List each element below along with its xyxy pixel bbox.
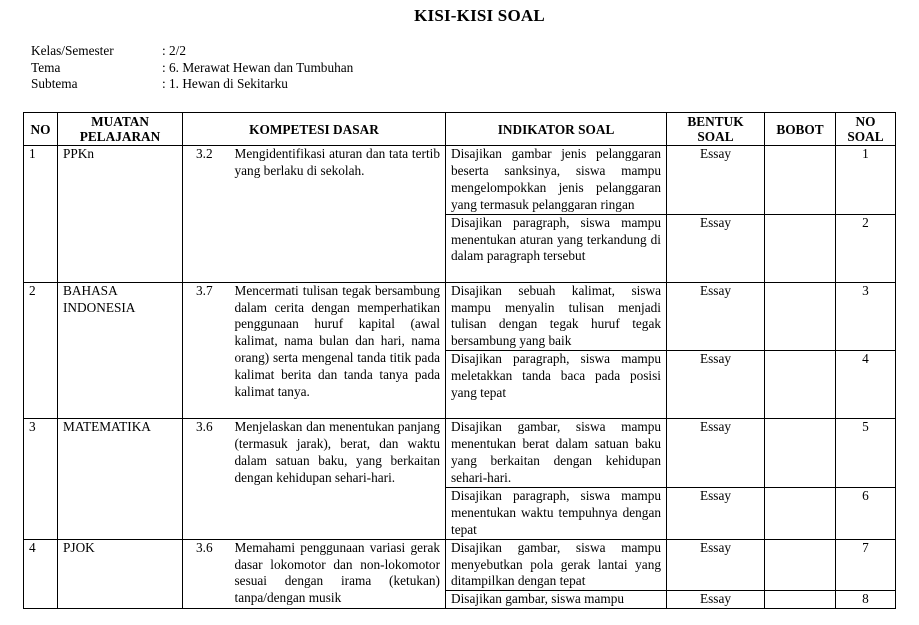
row-bobot [765, 487, 836, 539]
meta-label: Tema [31, 59, 61, 75]
meta-row-subtema [31, 76, 353, 93]
row-no: 1 [24, 146, 58, 283]
row-indikator: Disajikan gambar, siswa mampu menentukan berat dalam satuan baku yang berkaitan dengan kehidupan sehari-hari. [446, 419, 667, 488]
header-muatan: MUATAN PELAJARAN [58, 113, 183, 146]
row-no: 3 [24, 419, 58, 539]
document-title: KISI-KISI SOAL [414, 6, 545, 25]
row-kd-number: 3.2 [183, 146, 229, 283]
row-no-soal: 3 [836, 282, 896, 351]
row-indikator: Disajikan gambar, siswa mampu menyebutkan pola gerak lantai yang ditampilkan dengan tepat [446, 539, 667, 591]
meta-label: Subtema [31, 76, 78, 91]
row-no-soal: 2 [836, 214, 896, 282]
row-indikator: Disajikan gambar jenis pelanggaran beserta sanksinya, siswa mampu mengelompokkan jenis pelanggaran yang termasuk pelanggaran ringan [446, 146, 667, 215]
meta-row-tema [31, 60, 353, 77]
row-bobot [765, 591, 836, 609]
row-bobot [765, 419, 836, 488]
row-bobot [765, 282, 836, 351]
row-bentuk: Essay [667, 351, 765, 419]
header-kompetensi-dasar: KOMPETESI DASAR [183, 113, 446, 146]
row-bentuk: Essay [667, 214, 765, 282]
table-row [24, 146, 896, 215]
row-indikator: Disajikan sebuah kalimat, siswa mampu menyalin tulisan menjadi tulisan dengan tegak huruf tegak bersambung yang baik [446, 282, 667, 351]
header-no-soal: NO SOAL [836, 113, 896, 146]
row-muatan: MATEMATIKA [58, 419, 183, 539]
header-bentuk-soal: BENTUK SOAL [667, 113, 765, 146]
row-bobot [765, 214, 836, 282]
table-header-row [24, 113, 896, 146]
row-muatan: PPKn [58, 146, 183, 283]
row-no-soal: 6 [836, 487, 896, 539]
row-bentuk: Essay [667, 419, 765, 488]
row-no-soal: 8 [836, 591, 896, 609]
row-bentuk: Essay [667, 146, 765, 215]
row-no-soal: 1 [836, 146, 896, 215]
row-muatan: BAHASA INDONESIA [58, 282, 183, 419]
indikator-text-clip: Disajikan gambar, siswa mampu [451, 591, 625, 607]
row-bentuk: Essay [667, 282, 765, 351]
row-bobot [765, 351, 836, 419]
row-bentuk: Essay [667, 591, 765, 609]
meta-row-kelas [31, 43, 353, 60]
row-bentuk: Essay [667, 539, 765, 591]
row-muatan: PJOK [58, 539, 183, 609]
row-no: 2 [24, 282, 58, 419]
row-kd-number: 3.6 [183, 419, 229, 539]
row-indikator [446, 591, 667, 609]
row-kd-number: 3.6 [183, 539, 229, 609]
row-bobot [765, 539, 836, 591]
row-indikator: Disajikan paragraph, siswa mampu meletakkan tanda baca pada posisi yang tepat [446, 351, 667, 419]
row-no-soal: 4 [836, 351, 896, 419]
row-no-soal: 7 [836, 539, 896, 591]
header-no: NO [24, 113, 58, 146]
row-bentuk: Essay [667, 487, 765, 539]
kd-text-clip: Memahami penggunaan variasi gerak dasar lokomotor dan non-lokomotor sesuai dengan irama (ketukan) tanpa/dengan musik [234, 539, 440, 606]
header-indikator-soal: INDIKATOR SOAL [446, 113, 667, 146]
row-no: 4 [24, 539, 58, 609]
row-kd-text [229, 539, 446, 609]
table-row [24, 419, 896, 488]
table-row [24, 282, 896, 351]
header-bobot: BOBOT [765, 113, 836, 146]
table-row [24, 539, 896, 591]
row-no-soal: 5 [836, 419, 896, 488]
meta-value: : 1. Hewan di Sekitarku [162, 76, 288, 91]
kisi-kisi-table [23, 112, 896, 609]
row-bobot [765, 146, 836, 215]
document-meta [31, 43, 353, 93]
meta-label: Kelas/Semester [31, 43, 114, 58]
row-kd-number: 3.7 [183, 282, 229, 419]
row-kd-text: Mengidentifikasi aturan dan tata tertib yang berlaku di sekolah. [229, 146, 446, 283]
meta-value: : 6. Merawat Hewan dan Tumbuhan [162, 59, 354, 75]
row-kd-text: Menjelaskan dan menentukan panjang (termasuk jarak), berat, dan waktu dalam satuan baku, yang berkaitan dengan kehidupan sehari-hari. [229, 419, 446, 539]
row-indikator: Disajikan paragraph, siswa mampu menentukan aturan yang terkandung di dalam paragraph tersebut [446, 214, 667, 282]
meta-value: : 2/2 [162, 43, 187, 58]
row-indikator: Disajikan paragraph, siswa mampu menentukan waktu tempuhnya dengan tepat [446, 487, 667, 539]
row-kd-text: Mencermati tulisan tegak bersambung dalam cerita dengan memperhatikan penggunaan huruf kapital (awal kalimat, nama bulan dan hari, nama orang) serta mengenal tanda titik pada kalimat berita dan tanda tanya pada kalimat tanya. [229, 282, 446, 419]
